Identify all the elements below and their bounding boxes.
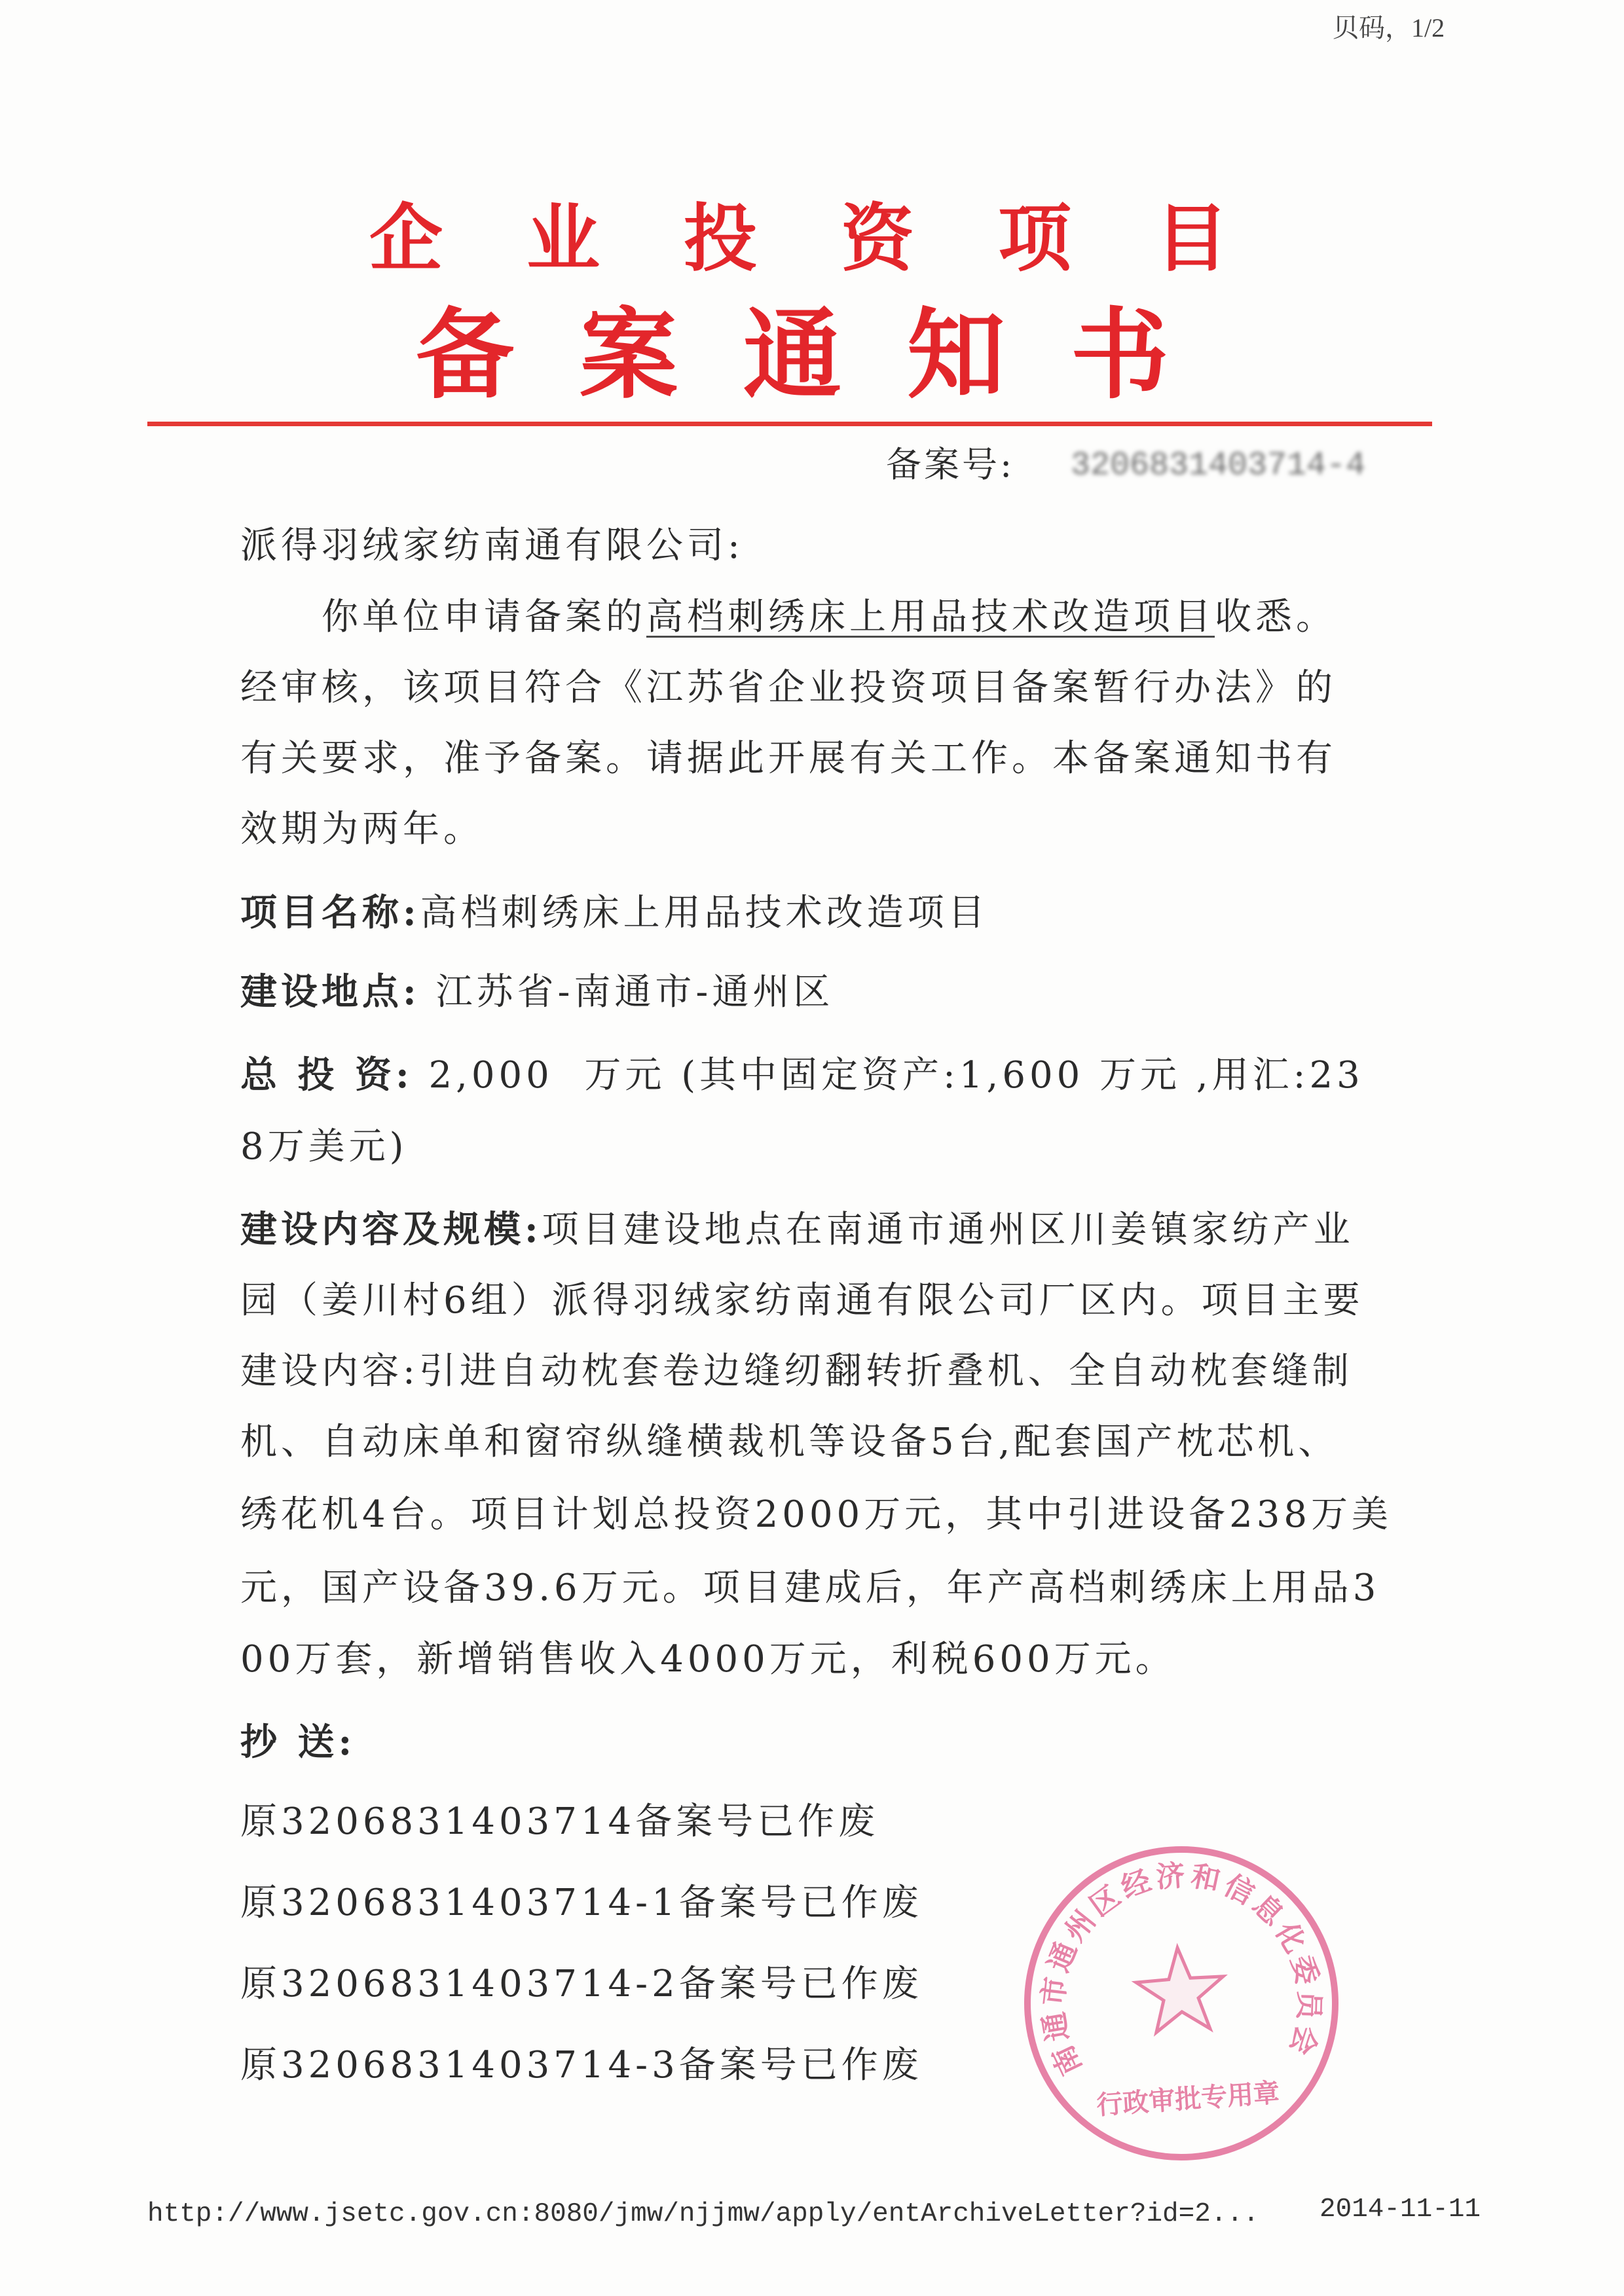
paragraph-suffix: 收悉。 xyxy=(1215,596,1337,638)
record-number-label: 备案号: xyxy=(886,444,1015,485)
field-value: 2,000 万元 (其中固定资产:1,600 万元 ,用汇:23 xyxy=(413,1054,1364,1097)
recipient: 派得羽绒家纺南通有限公司: xyxy=(240,524,744,567)
field-value: 江苏省-南通市-通州区 xyxy=(420,971,834,1013)
footer-date: 2014-11-11 xyxy=(1320,2195,1481,2225)
title-line-1 xyxy=(327,196,1270,282)
title-char: 项 xyxy=(998,196,1071,282)
title-char: 企 xyxy=(369,196,443,282)
title-divider xyxy=(147,422,1432,426)
title-char: 书 xyxy=(1070,297,1169,412)
field-scope-continuation: 园（姜川村6组）派得羽绒家纺南通有限公司厂区内。项目主要 xyxy=(240,1279,1364,1322)
field-scope-continuation: 元，国产设备39.6万元。项目建成后，年产高档刺绣床上用品3 xyxy=(240,1567,1380,1609)
cc-item: 原3206831403714-3备案号已作废 xyxy=(240,2044,923,2086)
title-char: 投 xyxy=(684,196,757,282)
cc-label: 抄 送: xyxy=(240,1721,356,1764)
seal-arc-text: 南通市通州区经济和信息化委员会 xyxy=(1036,1858,1326,2081)
field-value: 高档刺绣床上用品技术改造项目 xyxy=(420,892,989,934)
footer-url: http://www.jsetc.gov.cn:8080/jmw/njjmw/apply/entArchiveLetter?id=2... xyxy=(147,2199,1259,2229)
paragraph-line: 有关要求，准予备案。请据此开展有关工作。本备案通知书有 xyxy=(240,737,1337,780)
seal-star-icon xyxy=(1134,1945,1227,2034)
paragraph-line xyxy=(322,594,1337,640)
paragraph-line: 效期为两年。 xyxy=(240,808,484,850)
record-number-value: 3206831403714-4 xyxy=(1071,447,1366,484)
cc-item: 原3206831403714-1备案号已作废 xyxy=(240,1882,923,1924)
project-name-underlined: 高档刺绣床上用品技术改造项目 xyxy=(646,596,1215,638)
field-label: 建设内容及规模: xyxy=(240,1208,542,1251)
field-label: 建设地点: xyxy=(240,970,420,1013)
official-seal xyxy=(999,1821,1363,2185)
field-scope-continuation: 机、自动床单和窗帘纵缝横裁机等设备5台,配套国产枕芯机、 xyxy=(240,1421,1339,1463)
title-char: 知 xyxy=(906,297,1005,412)
field-scope-continuation: 00万套，新增销售收入4000万元，利税600万元。 xyxy=(240,1638,1176,1681)
title-char: 通 xyxy=(743,297,841,412)
title-char: 目 xyxy=(1155,196,1228,282)
field-project-name xyxy=(240,890,989,936)
field-scope xyxy=(240,1207,1354,1253)
title-char: 资 xyxy=(841,196,914,282)
paragraph-prefix: 你单位申请备案的 xyxy=(322,596,646,638)
cc-item: 原3206831403714备案号已作废 xyxy=(240,1800,879,1843)
field-scope-continuation: 绣花机4台。项目计划总投资2000万元，其中引进设备238万美 xyxy=(240,1493,1393,1536)
field-value: 项目建设地点在南通市通州区川姜镇家纺产业 xyxy=(542,1209,1354,1251)
field-investment xyxy=(240,1052,1364,1099)
title-char: 案 xyxy=(579,297,678,412)
field-scope-continuation: 建设内容:引进自动枕套卷边缝纫翻转折叠机、全自动枕套缝制 xyxy=(240,1350,1353,1393)
title-char: 备 xyxy=(415,297,514,412)
seal-bottom-text: 行政审批专用章 xyxy=(1095,2077,1281,2121)
title-char: 业 xyxy=(526,196,600,282)
field-location xyxy=(240,969,834,1015)
field-label: 总 投 资: xyxy=(240,1053,413,1097)
page-number: 贝码，1/2 xyxy=(1333,13,1445,43)
paragraph-line: 经审核，该项目符合《江苏省企业投资项目备案暂行办法》的 xyxy=(240,666,1337,709)
title-line-2 xyxy=(383,297,1202,412)
field-label: 项目名称: xyxy=(240,891,420,934)
cc-item: 原3206831403714-2备案号已作废 xyxy=(240,1963,923,2005)
field-investment-continuation: 8万美元) xyxy=(240,1125,408,1168)
